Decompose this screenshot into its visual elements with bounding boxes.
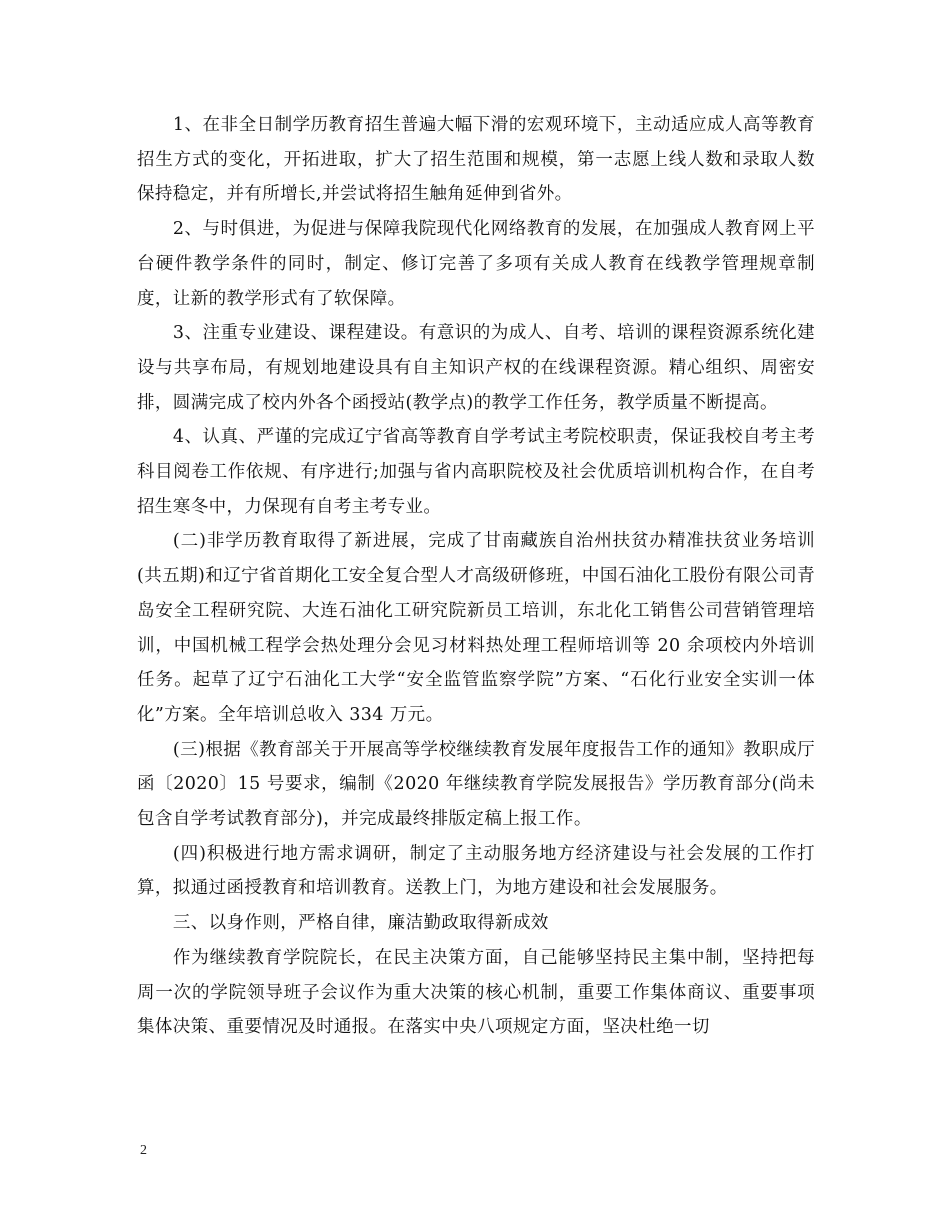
paragraph-enrollment: 1、在非全日制学历教育招生普遍大幅下滑的宏观环境下，主动适应成人高等教育招生方式的变化，开拓进取，扩大了招生范围和规模，第一志愿上线人数和录取人数保持稳定，并有所增长,并尝试将招生触角延伸到省外。 xyxy=(137,115,815,205)
paragraph-course-building: 3、注重专业建设、课程建设。有意识的为成人、自考、培训的课程资源系统化建设与共享布局，有规划地建设具有自主知识产权的在线课程资源。精心组织、周密安排，圆满完成了校内外各个函授站(教学点)的教学工作任务，教学质量不断提高。 xyxy=(137,323,815,413)
paragraph-online-education: 2、与时俱进，为促进与保障我院现代化网络教育的发展，在加强成人教育网上平台硬件教学条件的同时，制定、修订完善了多项有关成人教育在线教学管理规章制度，让新的教学形式有了软保障。 xyxy=(137,219,815,309)
paragraph-non-degree-training: (二)非学历教育取得了新进展，完成了甘南藏族自治州扶贫办精准扶贫业务培训(共五期)和辽宁省首期化工安全复合型人才高级研修班，中国石油化工股份有限公司青岛安全工程研究院、大连石油化工研究院新员工培训，东北化工销售公司营销管理培训，中国机械工程学会热处理分会见习材料热处理工程师培训等 20 余项校内外培训任务。起草了辽宁石油化工大学“安全监管监察学院”方案、“石化行业安全实训一体化”方案。全年培训总收入 334 万元。 xyxy=(137,531,815,725)
page-number: 2 xyxy=(140,1143,147,1158)
paragraph-self-study-exam: 4、认真、严谨的完成辽宁省高等教育自学考试主考院校职责，保证我校自考主考科目阅卷工作依规、有序进行;加强与省内高职院校及社会优质培训机构合作，在自考招生寒冬中，力保现有自考主考专业。 xyxy=(137,427,815,517)
section-heading: 三、以身作则，严格自律，廉洁勤政取得新成效 xyxy=(172,913,549,934)
body-text xyxy=(137,108,815,1045)
paragraph-local-service: (四)积极进行地方需求调研，制定了主动服务地方经济建设与社会发展的工作打算，拟通过函授教育和培训教育。送教上门，为地方建设和社会发展服务。 xyxy=(137,843,815,899)
paragraph-annual-report: (三)根据《教育部关于开展高等学校继续教育发展年度报告工作的通知》教职成厅函〔2020〕15 号要求，编制《2020 年继续教育学院发展报告》学历教育部分(尚未包含自学考试教育部分)，并完成最终排版定稿上报工作。 xyxy=(137,739,815,830)
paragraph-democratic-decision: 作为继续教育学院院长，在民主决策方面，自己能够坚持民主集中制，坚持把每周一次的学院领导班子会议作为重大决策的核心机制，重要工作集体商议、重要事项集体决策、重要情况及时通报。在落实中央八项规定方面，坚决杜绝一切 xyxy=(137,947,815,1038)
